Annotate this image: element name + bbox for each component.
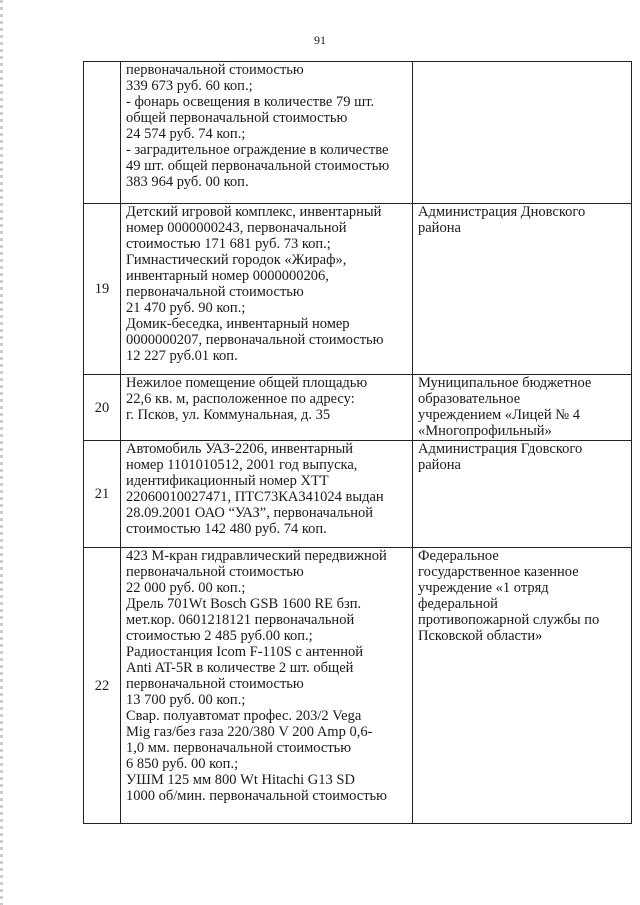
page-number: 91 bbox=[314, 33, 326, 47]
row-number: 19 bbox=[84, 204, 121, 375]
recipient-organization: Муниципальное бюджетное образовательное учреждением «Лицей № 4 «Многопрофильный» bbox=[413, 375, 632, 441]
table-row bbox=[84, 441, 632, 548]
scan-edge bbox=[0, 0, 3, 905]
property-description: 423 М-кран гидравлический передвижной первоначальной стоимостью 22 000 руб. 00 коп.; Дрель 701Wt Bosch GSB 1600 RE бзп. мет.кор. 0601218121 первоначальной стоимостью 2 485 руб.00 коп.; Радиостанция Icom F-110S с антенной Anti AT-5R в количестве 2 шт. общей первоначальной стоимостью 13 700 руб. 00 коп.; Свар. полуавтомат профес. 203/2 Vega Mig газ/без газа 220/380 V 200 Amp 0,6- 1,0 мм. первоначальной стоимостью 6 850 руб. 00 коп.; УШМ 125 мм 800 Wt Hitachi G13 SD 1000 об/мин. первоначальной стоимостью bbox=[121, 548, 413, 824]
property-transfer-table bbox=[83, 61, 632, 824]
property-description: Нежилое помещение общей площадью 22,6 кв. м, расположенное по адресу: г. Псков, ул. Коммунальная, д. 35 bbox=[121, 375, 413, 441]
table-row bbox=[84, 548, 632, 824]
row-number bbox=[84, 62, 121, 204]
recipient-organization bbox=[413, 62, 632, 204]
row-number: 21 bbox=[84, 441, 121, 548]
property-description: Детский игровой комплекс, инвентарный номер 0000000243, первоначальной стоимостью 171 681 руб. 73 коп.; Гимнастический городок «Жираф», инвентарный номер 0000000206, первоначальной стоимостью 21 470 руб. 90 коп.; Домик-беседка, инвентарный номер 0000000207, первоначальной стоимостью 12 227 руб.01 коп. bbox=[121, 204, 413, 375]
table-row bbox=[84, 62, 632, 204]
table-row bbox=[84, 204, 632, 375]
property-description: первоначальной стоимостью 339 673 руб. 60 коп.; - фонарь освещения в количестве 79 шт. общей первоначальной стоимостью 24 574 руб. 74 коп.; - заградительное ограждение в количестве 49 шт. общей первоначальной стоимостью 383 964 руб. 00 коп. bbox=[121, 62, 413, 204]
row-number: 22 bbox=[84, 548, 121, 824]
property-description: Автомобиль УАЗ-2206, инвентарный номер 1101010512, 2001 год выпуска, идентификационный номер ХТТ 22060010027471, ПТС73КА341024 выдан 28.09.2001 ОАО “УАЗ”, первоначальной стоимостью 142 480 руб. 74 коп. bbox=[121, 441, 413, 548]
recipient-organization: Администрация Дновского района bbox=[413, 204, 632, 375]
recipient-organization: Администрация Гдовского района bbox=[413, 441, 632, 548]
row-number: 20 bbox=[84, 375, 121, 441]
recipient-organization: Федеральное государственное казенное учреждение «1 отряд федеральной противопожарной службы по Псковской области» bbox=[413, 548, 632, 824]
table-row bbox=[84, 375, 632, 441]
